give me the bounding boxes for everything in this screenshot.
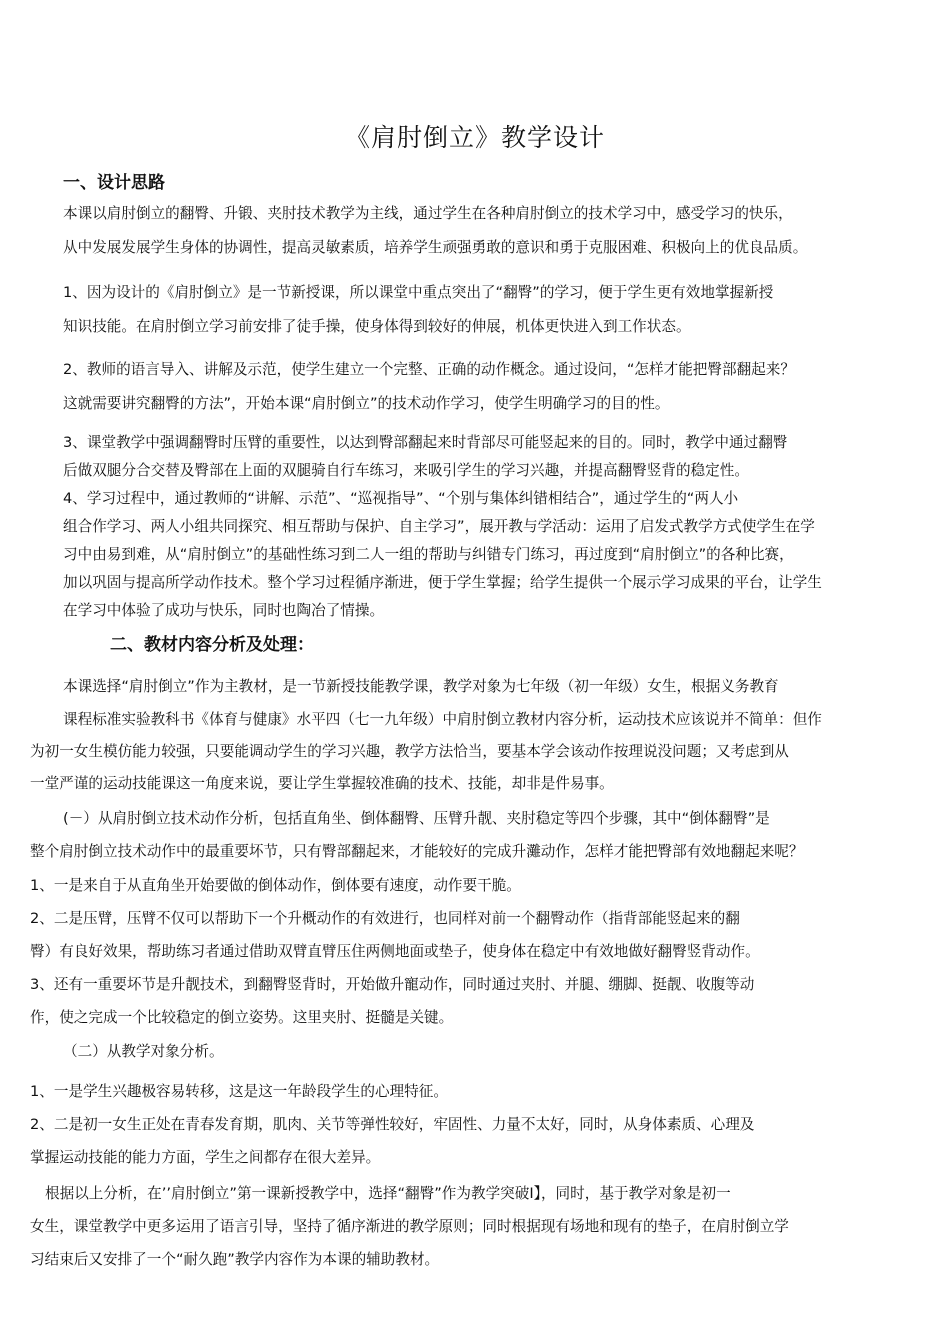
paragraph-line: 为初一女生模仿能力较强，只要能调动学生的学习兴趣，教学方法恰当，要基本学会该动作按理说没问题；又考虑到从 [30,743,789,760]
paragraph-line: (－）从肩肘倒立技术动作分析，包括直角坐、倒体翻臀、压臂升靓、夹肘稳定等四个步骤，其中“倒体翻臀”是 [63,810,770,827]
paragraph-line: 本课选择“肩肘倒立”作为主教材，是一节新授技能教学课，教学对象为七年级（初一年级）女生，根据义务教育 [63,678,779,695]
paragraph-line: 2、二是初一女生正处在青春发育期，肌肉、关节等弹性较好，牢固性、力量不太好，同时，从身体素质、心理及 [30,1116,755,1133]
paragraph-line: 本课以肩肘倒立的翻臀、升锻、夹肘技术教学为主线，通过学生在各种肩肘倒立的技术学习中，感受学习的快乐， [63,205,793,222]
paragraph-line: 这就需要讲究翻臀的方法”，开始本课“肩肘倒立”的技术动作学习，使学生明确学习的目的性。 [63,395,670,412]
paragraph-line: 组合作学习、两人小组共同探究、相互帮助与保护、自主学习”，展开教与学活动：运用了启发式教学方式使学生在学 [63,518,815,535]
paragraph-line: 1、一是学生兴趣极容易转移，这是这一年龄段学生的心理特征。 [30,1083,448,1100]
paragraph-line: （二）从教学对象分析。 [63,1043,224,1060]
paragraph-line: 根据以上分析，在’’肩肘倒立”第一课新授教学中，选择“翻臀”作为教学突破Ⅰ】，同时，基于教学对象是初一 [45,1185,731,1202]
paragraph-line: 后做双腿分合交替及臀部在上面的双腿骑自行车练习，来吸引学生的学习兴趣，并提高翻臀竖背的稳定性。 [63,462,749,479]
paragraph-line: 1、因为设计的《肩肘倒立》是一节新授课，所以课堂中重点突出了“翻臀”的学习，便于学生更有效地掌握新授 [63,284,774,301]
paragraph-line: 2、二是压臂，压臂不仅可以帮助下一个升概动作的有效进行，也同样对前一个翻臀动作（指背部能竖起来的翻 [30,910,740,927]
paragraph-line: 习结束后又安排了一个“耐久跑”教学内容作为本课的辅助教材。 [30,1251,440,1268]
paragraph-line: 课程标准实验教科书《体育与健康》水平四（七一九年级）中肩肘倒立教材内容分析，运动技术应该说并不简单：但作 [63,711,822,728]
paragraph-line: 从中发展发展学生身体的协调性，提高灵敏素质，培养学生顽强勇敢的意识和勇于克服困难、积极向上的优良品质。 [63,239,808,256]
paragraph-line: 习中由易到难，从“肩肘倒立”的基础性练习到二人一组的帮助与纠错专门练习，再过度到“肩肘倒立”的各种比赛， [63,546,794,563]
paragraph-line: 在学习中体验了成功与快乐，同时也陶冶了情操。 [63,602,385,619]
paragraph-line: 知识技能。在肩肘倒立学习前安排了徒手操，使身体得到较好的伸展，机体更快进入到工作状态。 [63,318,691,335]
paragraph-line: 掌握运动技能的能力方面，学生之间都存在很大差异。 [30,1149,381,1166]
paragraph-line: 一堂严谨的运动技能课这一角度来说，要让学生掌握较准确的技术、技能，却非是件易事。 [30,775,614,792]
paragraph-line: 1、一是来自于从直角坐开始要做的倒体动作，倒体要有速度，动作要干脆。 [30,877,521,894]
paragraph-line: 3、还有一重要坏节是升靓技术，到翻臀竖背时，开始做升寵动作，同时通过夹肘、并腿、绷脚、挺靓、收腹等动 [30,976,755,993]
section-heading-design-ideas: 一、设计思路 [63,173,165,193]
paragraph-line: 臀）有良好效果，帮助练习者通过借助双臂直臂压住两侧地面或垫子，使身体在稳定中有效地做好翻臀竖背动作。 [30,943,760,960]
paragraph-line: 作，使之完成一个比较稳定的倒立姿势。这里夹肘、挺髓是关键。 [30,1009,454,1026]
document-title: 《肩肘倒立》教学设计 [344,123,605,152]
paragraph-line: 整个肩肘倒立技术动作中的最重要坏节，只有臀部翻起来，才能较好的完成升灘动作，怎样才能把臀部有效地翻起来呢？ [30,843,804,860]
paragraph-line: 3、课堂教学中强调翻臀时压臂的重要性，以达到臀部翻起来时背部尽可能竖起来的目的。同时，教学中通过翻臀 [63,434,788,451]
paragraph-line: 4、学习过程中，通过教师的“讲解、示范”、“巡视指导”、“个别与集体纠错相结合”，通过学生的“两人小 [63,490,739,507]
paragraph-line: 加以巩固与提高所学动作技术。整个学习过程循序渐进，便于学生掌握；给学生提供一个展示学习成果的平台，让学生 [63,574,822,591]
section-heading-material-analysis: 二、教材内容分析及处理： [110,635,314,655]
paragraph-line: 2、教师的语言导入、讲解及示范，使学生建立一个完整、正确的动作概念。通过设问，“怎样才能把臀部翻起来？ [63,361,795,378]
paragraph-line: 女生，课堂教学中更多运用了语言引导，坚持了循序渐进的教学原则；同时根据现有场地和现有的垫子，在肩肘倒立学 [30,1218,789,1235]
